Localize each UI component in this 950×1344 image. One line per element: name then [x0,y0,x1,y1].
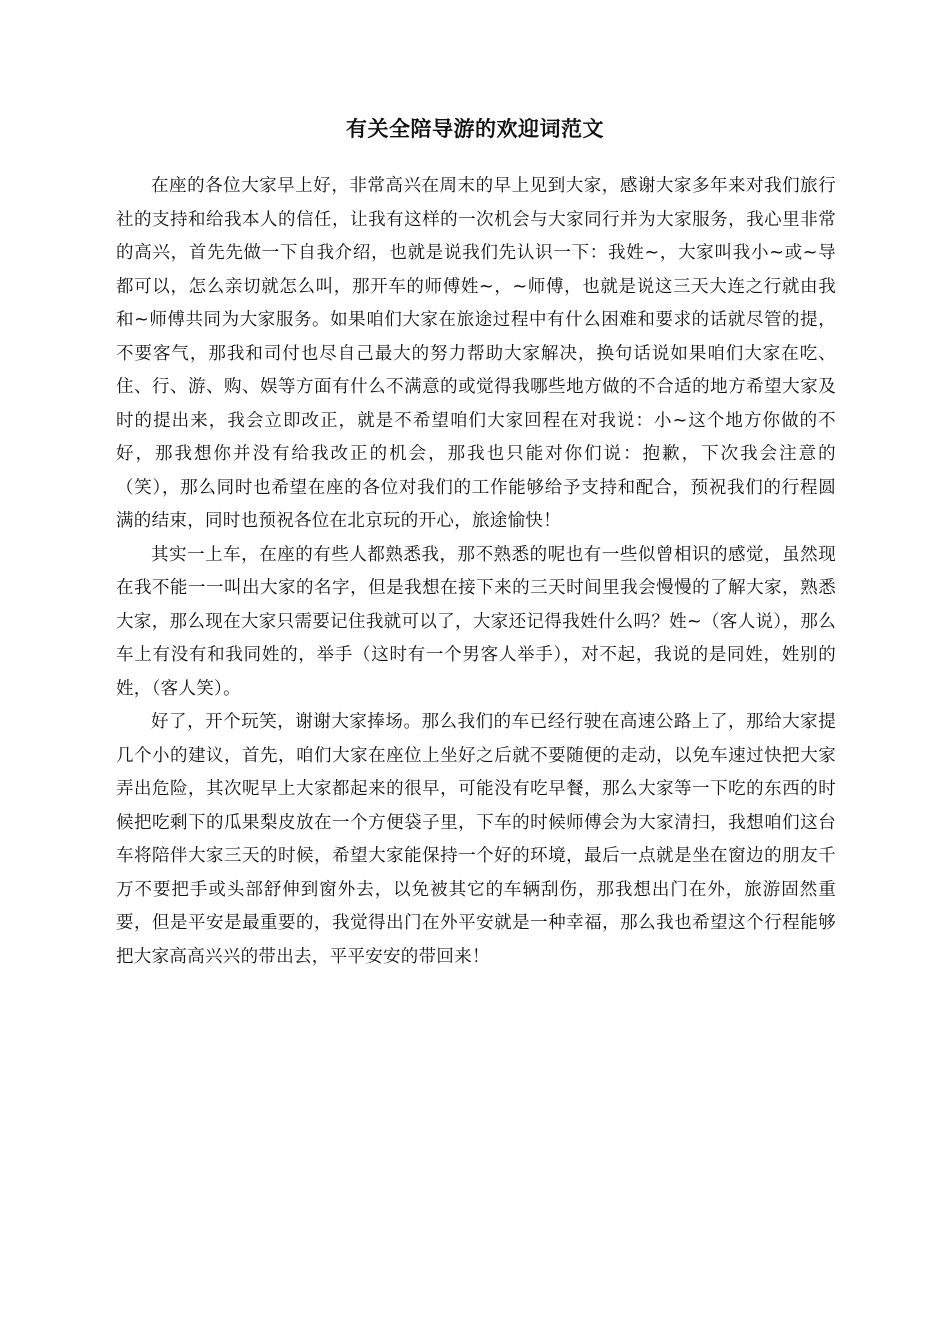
document-body [116,170,836,974]
paragraph-welcome: 在座的各位大家早上好，非常高兴在周末的早上见到大家，感谢大家多年来对我们旅行社的支持和给我本人的信任，让我有这样的一次机会与大家同行并为大家服务，我心里非常的高兴，首先先做一下自我介绍，也就是说我们先认识一下：我姓~，大家叫我小~或~导都可以，怎么亲切就怎么叫，那开车的师傅姓~，~师傅，也就是说这三天大连之行就由我和~师傅共同为大家服务。如果咱们大家在旅途过程中有什么困难和要求的话就尽管的提，不要客气，那我和司付也尽自己最大的努力帮助大家解决，换句话说如果咱们大家在吃、住、行、游、购、娱等方面有什么不满意的或觉得我哪些地方做的不合适的地方希望大家及时的提出来，我会立即改正，就是不希望咱们大家回程在对我说：小~这个地方你做的不好，那我想你并没有给我改正的机会，那我也只能对你们说：抱歉，下次我会注意的（笑），那么同时也希望在座的各位对我们的工作能够给予支持和配合，预祝我们的行程圆满的结束，同时也预祝各位在北京玩的开心，旅途愉快！ [116,176,836,531]
paragraph-safety-advice: 好了，开个玩笑，谢谢大家捧场。那么我们的车已经行驶在高速公路上了，那给大家提几个小的建议，首先，咱们大家在座位上坐好之后就不要随便的走动，以免车速过快把大家弄出危险，其次呢早上大家都起来的很早，可能没有吃早餐，那么大家等一下吃的东西的时候把吃剩下的瓜果梨皮放在一个方便袋子里，下车的时候师傅会为大家清扫，我想咱们这台车将陪伴大家三天的时候，希望大家能保持一个好的环境，最后一点就是坐在窗边的朋友千万不要把手或头部舒伸到窗外去，以免被其它的车辆刮伤，那我想出门在外，旅游固然重要，但是平安是最重要的，我觉得出门在外平安就是一种幸福，那么我也希望这个行程能够把大家高高兴兴的带出去，平平安安的带回来！ [116,712,836,967]
document-title: 有关全陪导游的欢迎词范文 [346,117,604,141]
paragraph-introduction: 其实一上车，在座的有些人都熟悉我，那不熟悉的呢也有一些似曾相识的感觉，虽然现在我不能一一叫出大家的名字，但是我想在接下来的三天时间里我会慢慢的了解大家，熟悉大家，那么现在大家只需要记住我就可以了，大家还记得我姓什么吗？姓~（客人说），那么车上有没有和我同姓的，举手（这时有一个男客人举手），对不起，我说的是同姓，姓别的姓，（客人笑）。 [116,544,836,699]
